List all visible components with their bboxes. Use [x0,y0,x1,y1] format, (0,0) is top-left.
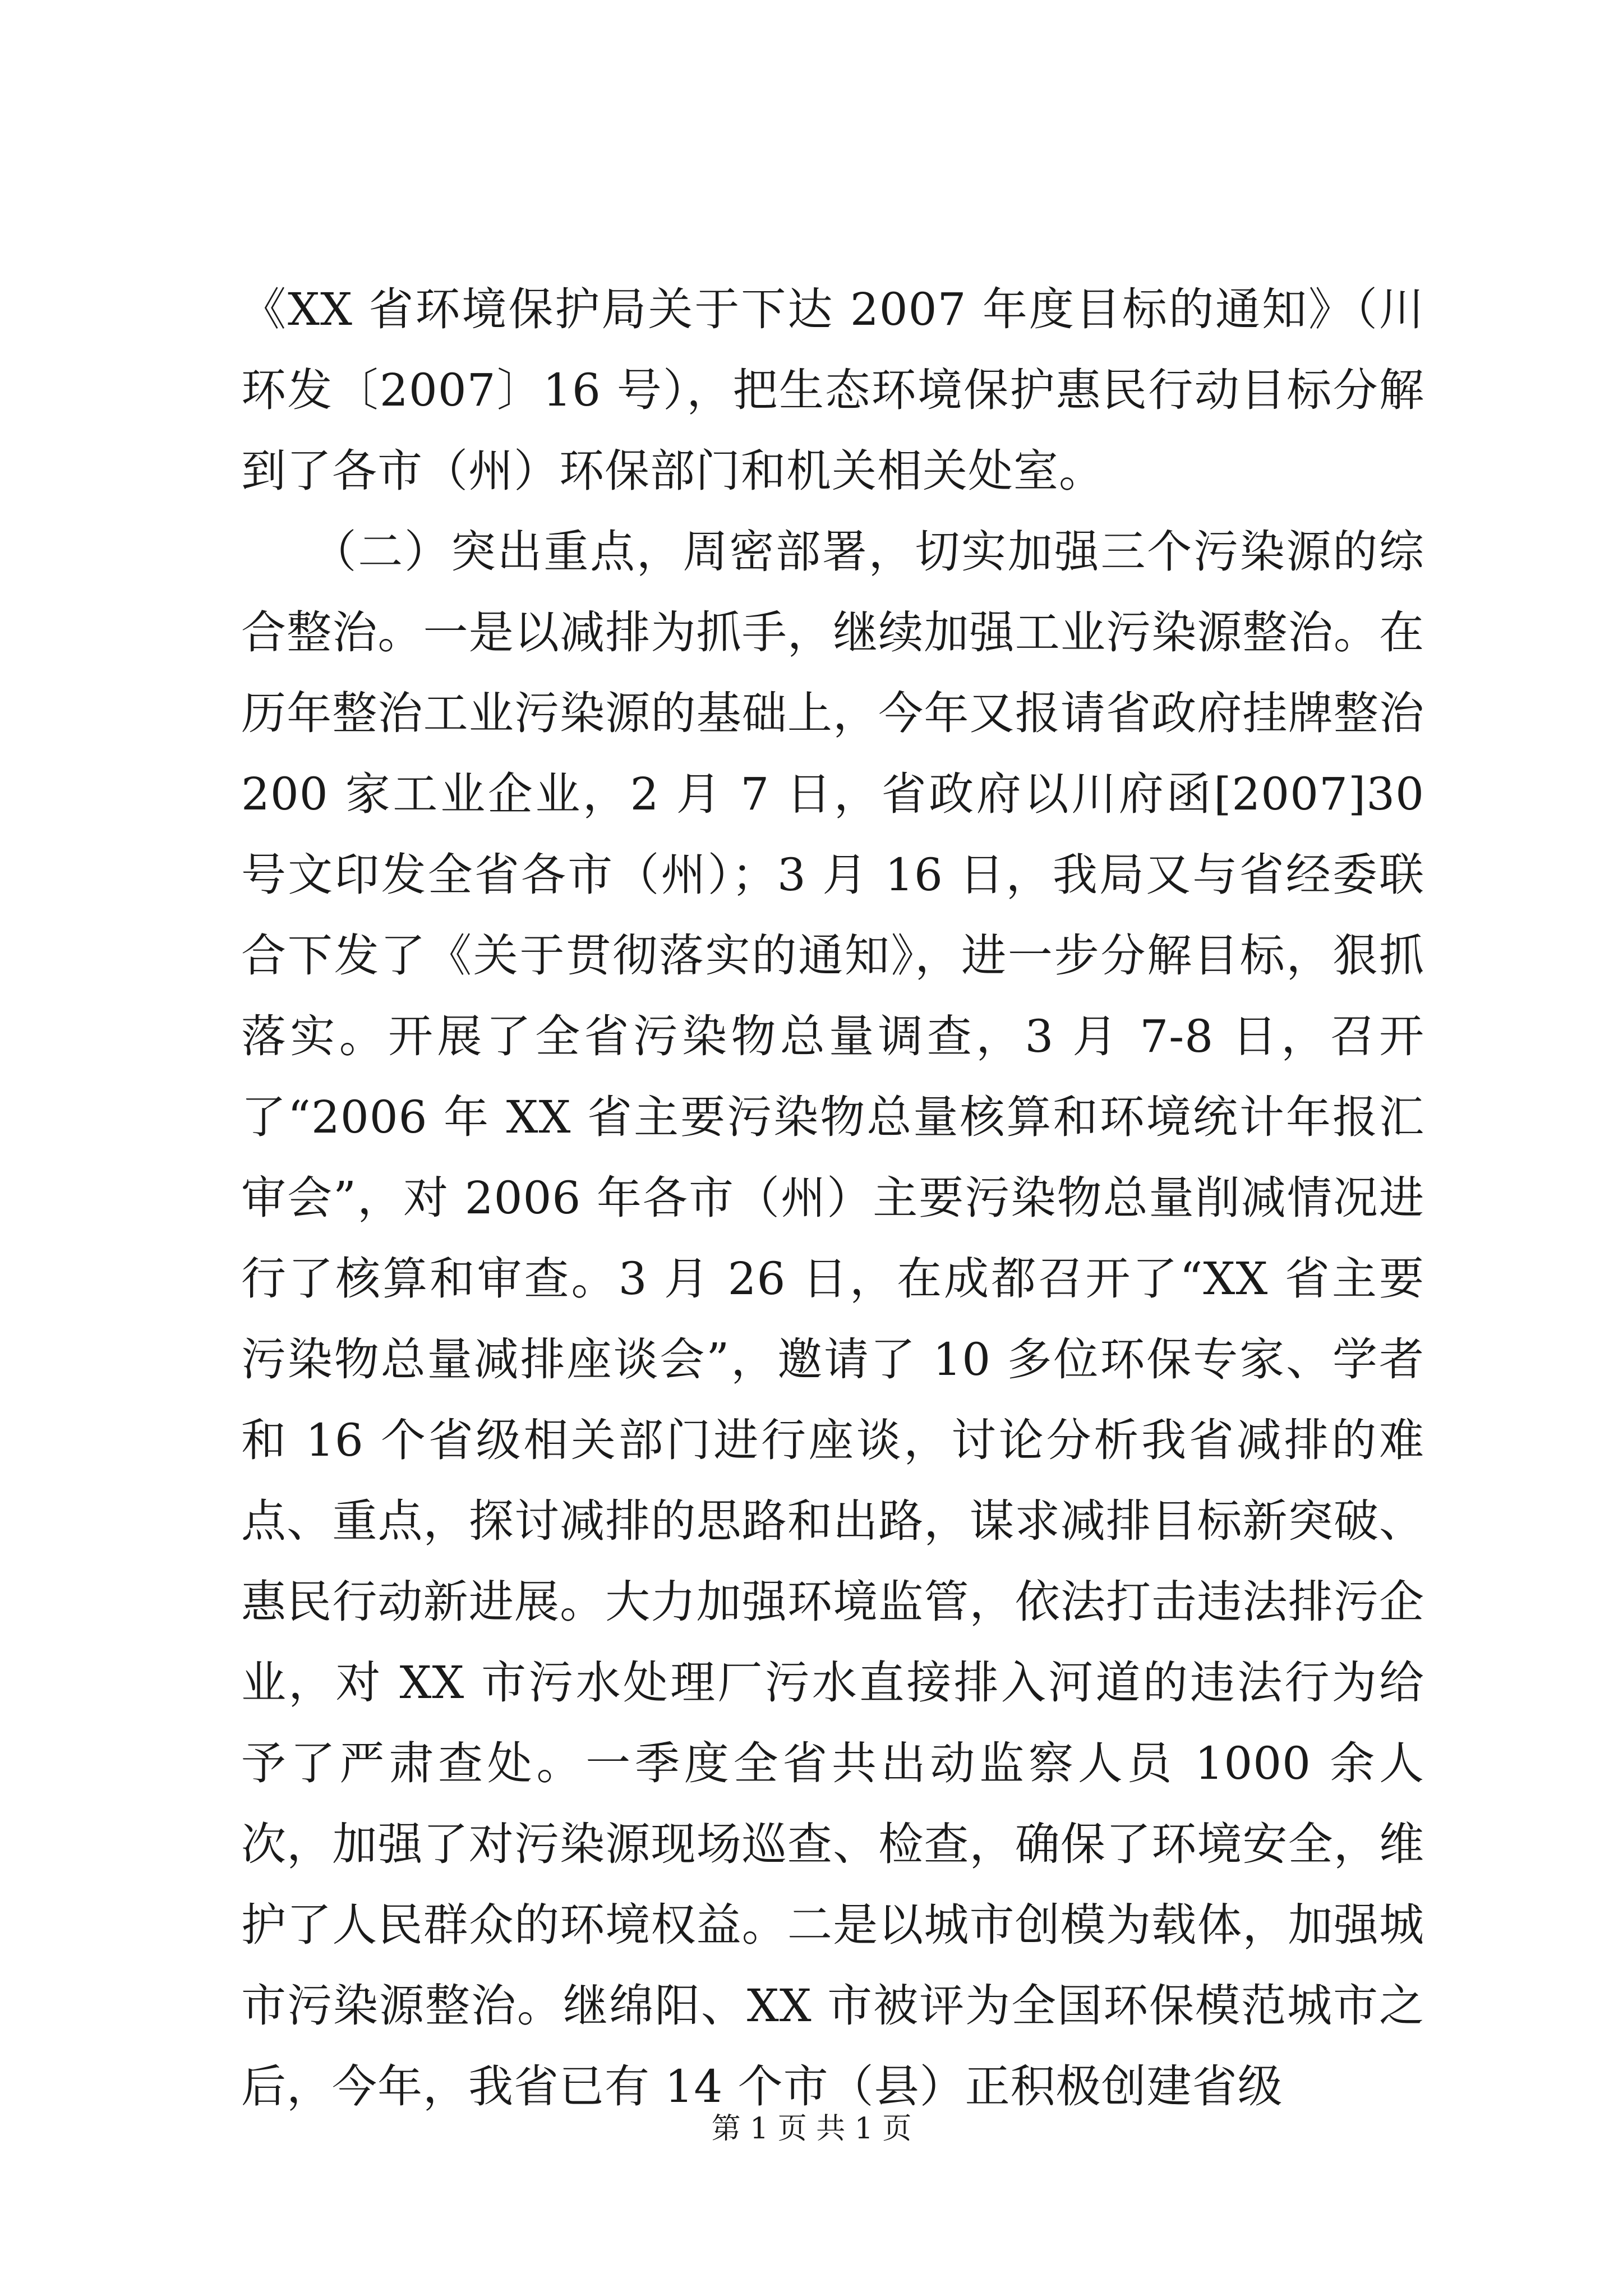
page-number-footer: 第 1 页 共 1 页 [711,2112,912,2146]
document-body [241,269,1440,2127]
paragraph-pollution-control: （二）突出重点，周密部署，切实加强三个污染源的综合整治。一是以减排为抓手，继续加强工业污染源整治。在历年整治工业污染源的基础上，今年又报请省政府挂牌整治 200 家工业企业，2 月 7 日，省政府以川府函[2007]30 号文印发全省各市（州）；3 月 16 日，我局又与省经委联合下发了《关于贯彻落实的通知》，进一步分解目标，狠抓落实。开展了全省污染物总量调查，3 月 7-8 日，召开了“2006 年 XX 省主要污染物总量核算和环境统计年报汇审会”，对 2006 年各市（州）主要污染物总量削减情况进行了核算和审查。3 月 26 日，在成都召开了“XX 省主要污染物总量减排座谈会”，邀请了 10 多位环保专家、学者和 16 个省级相关部门进行座谈，讨论分析我省减排的难点、重点，探讨减排的思路和出路，谋求减排目标新突破、惠民行动新进展。大力加强环境监管，依法打击违法排污企业，对 XX 市污水处理厂污水直接排入河道的违法行为给予了严肃查处。一季度全省共出动监察人员 1000 余人次，加强了对污染源现场巡查、检查，确保了环境安全，维护了人民群众的环境权益。二是以城市创模为载体，加强城市污染源整治。继绵阳、XX 市被评为全国环保模范城市之后，今年，我省已有 14 个市（县）正积极创建省级 [241,526,1440,2113]
paragraph-notice-reference: 《XX 省环境保护局关于下达 2007 年度目标的通知》（川环发〔2007〕16 号），把生态环境保护惠民行动目标分解到了各市（州）环保部门和机关相关处室。 [241,283,1424,497]
